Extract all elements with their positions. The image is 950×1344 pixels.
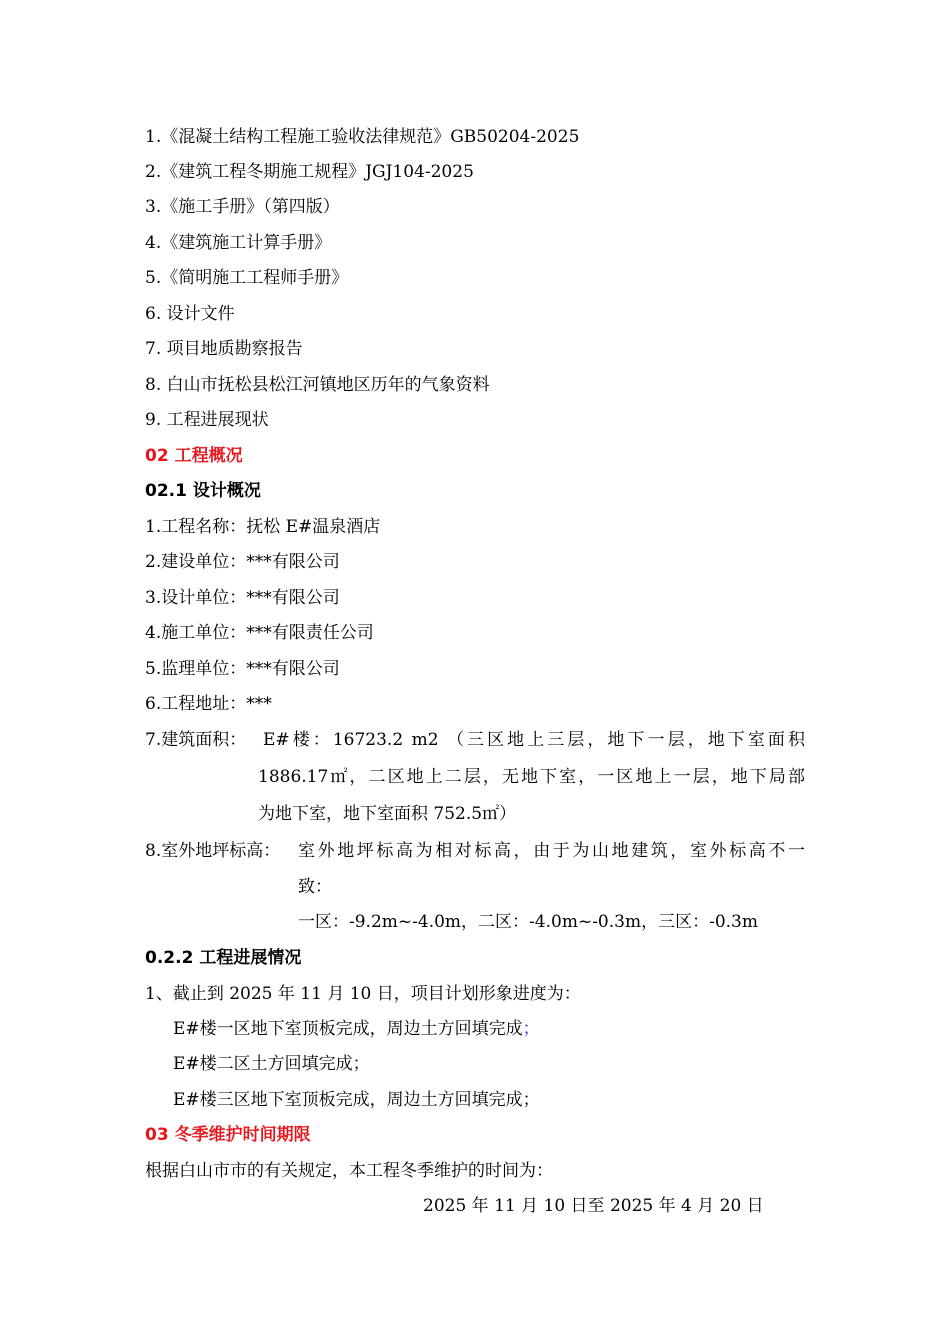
elevation-text: 致： xyxy=(298,877,332,897)
list-item: 6. 设计文件 xyxy=(145,304,235,324)
list-item: 1.《混凝土结构工程施工验收法律规范》GB50204-2025 xyxy=(145,127,580,147)
list-item: 1.工程名称：抚松 E#温泉酒店 xyxy=(145,517,381,537)
list-item: 2.《建筑工程冬期施工规程》JGJ104-2025 xyxy=(145,162,474,182)
area-text: 为地下室，地下室面积 752.5㎡） xyxy=(258,804,517,824)
subheading-design: 02.1 设计概况 xyxy=(145,481,261,501)
elevation-text: 室外地坪标高为相对标高，由于为山地建筑，室外标高不一 xyxy=(298,841,805,861)
list-item: 4.施工单位：***有限责任公司 xyxy=(145,623,374,643)
progress-item: E#楼三区地下室顶板完成，周边土方回填完成； xyxy=(173,1090,540,1110)
list-item: 3.设计单位：***有限公司 xyxy=(145,588,340,608)
winter-period: 2025 年 11 月 10 日至 2025 年 4 月 20 日 xyxy=(423,1196,764,1216)
winter-text: 根据白山市市的有关规定，本工程冬季维护的时间为： xyxy=(145,1161,553,1181)
list-item: 5.《简明施工工程师手册》 xyxy=(145,268,349,288)
list-item: 3.《施工手册》（第四版） xyxy=(145,197,340,217)
section-heading-overview: 02 工程概况 xyxy=(145,446,243,466)
progress-intro: 1、截止到 2025 年 11 月 10 日，项目计划形象进度为： xyxy=(145,984,581,1004)
list-item: 5.监理单位：***有限公司 xyxy=(145,659,340,679)
list-item: 2.建设单位：***有限公司 xyxy=(145,552,340,572)
subheading-progress: 0.2.2 工程进展情况 xyxy=(145,948,302,968)
list-item: 9. 工程进展现状 xyxy=(145,410,269,430)
progress-item-tail: ； xyxy=(522,1019,540,1039)
progress-item: E#楼一区地下室顶板完成，周边土方回填完成； xyxy=(173,1019,540,1039)
list-item: 6.工程地址：*** xyxy=(145,694,272,714)
elevation-text: 一区：-9.2m~-4.0m，二区：-4.0m~-0.3m，三区：-0.3m xyxy=(298,912,758,932)
list-item: 4.《建筑施工计算手册》 xyxy=(145,233,332,253)
list-item: 8. 白山市抚松县松江河镇地区历年的气象资料 xyxy=(145,375,490,395)
progress-item: E#楼二区土方回填完成； xyxy=(173,1054,370,1074)
area-text: E#楼：16723.2 m2 （三区地上三层，地下一层，地下室面积 xyxy=(263,730,805,750)
list-item: 7. 项目地质勘察报告 xyxy=(145,339,303,359)
area-text: 1886.17㎡，二区地上二层，无地下室，一区地上一层，地下局部 xyxy=(258,767,805,787)
area-label: 7.建筑面积： xyxy=(145,730,247,750)
elevation-label: 8.室外地坪标高： xyxy=(145,841,281,861)
section-heading-winter: 03 冬季维护时间期限 xyxy=(145,1125,311,1145)
